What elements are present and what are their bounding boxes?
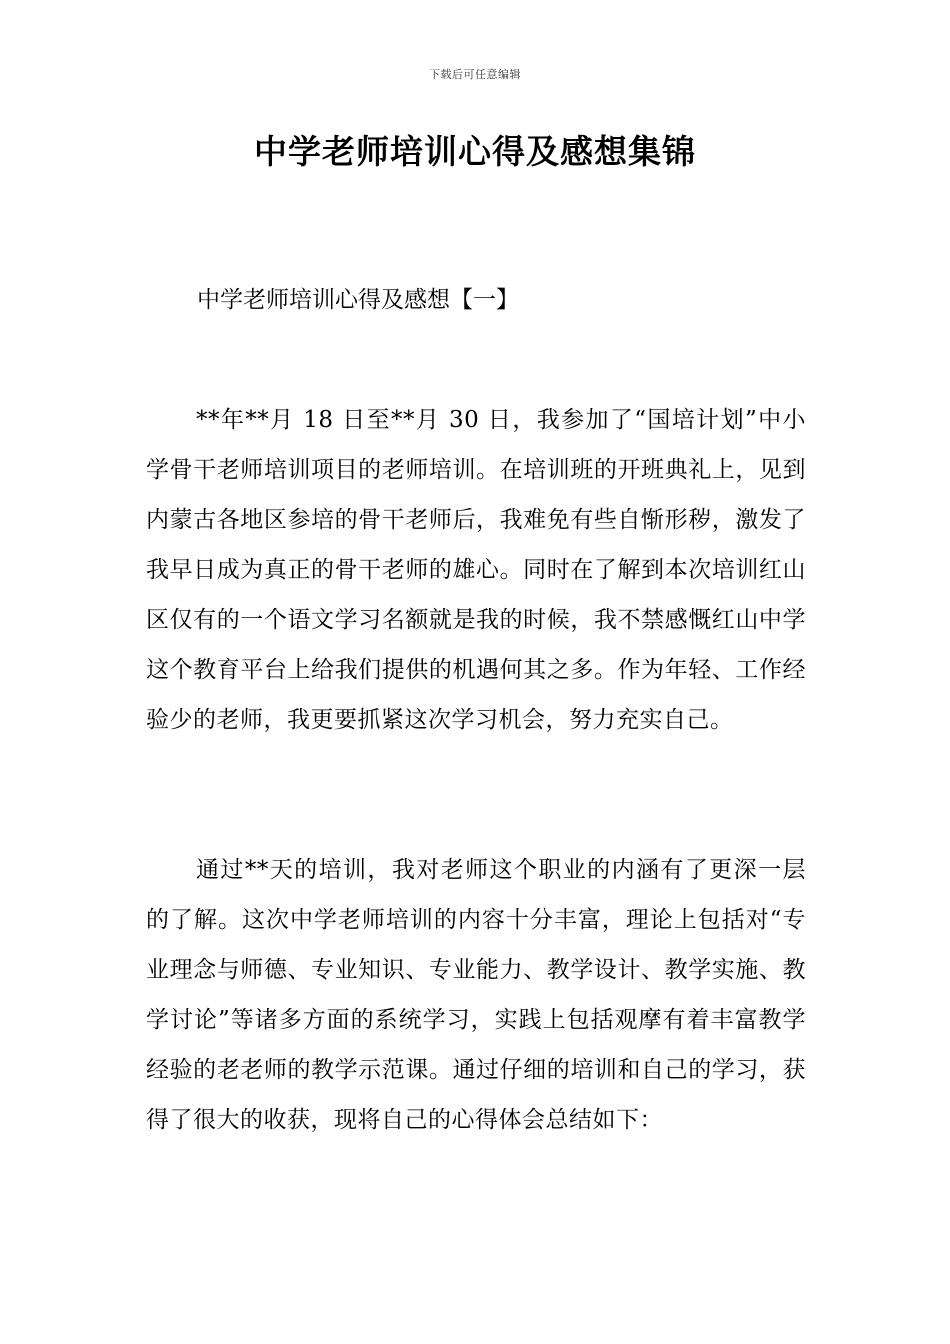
paragraph-1: **年**月 18 日至**月 30 日，我参加了“国培计划”中小学骨干老师培训项目的老师培训。在培训班的开班典礼上，见到内蒙古各地区参培的骨干老师后，我难免有些自惭形秽，激发了我早日成为真正的骨干老师的雄心。同时在了解到本次培训红山区仅有的一个语文学习名额就是我的时候，我不禁感慨红山中学这个教育平台上给我们提供的机遇何其之多。作为年轻、工作经验少的老师，我更要抓紧这次学习机会，努力充实自己。 — [146, 407, 806, 733]
paragraph-2: 通过**天的培训，我对老师这个职业的内涵有了更深一层的了解。这次中学老师培训的内容十分丰富，理论上包括对“专业理念与师德、专业知识、专业能力、教学设计、教学实施、教学讨论”等诸多方面的系统学习，实践上包括观摩有着丰富教学经验的老老师的教学示范课。通过仔细的培训和自己的学习，获得了很大的收获，现将自己的心得体会总结如下： — [146, 857, 806, 1133]
document-title: 中学老师培训心得及感想集锦 — [254, 132, 696, 171]
section-heading: 中学老师培训心得及感想【一】 — [197, 287, 519, 313]
header-note: 下载后可任意编辑 — [429, 68, 521, 81]
